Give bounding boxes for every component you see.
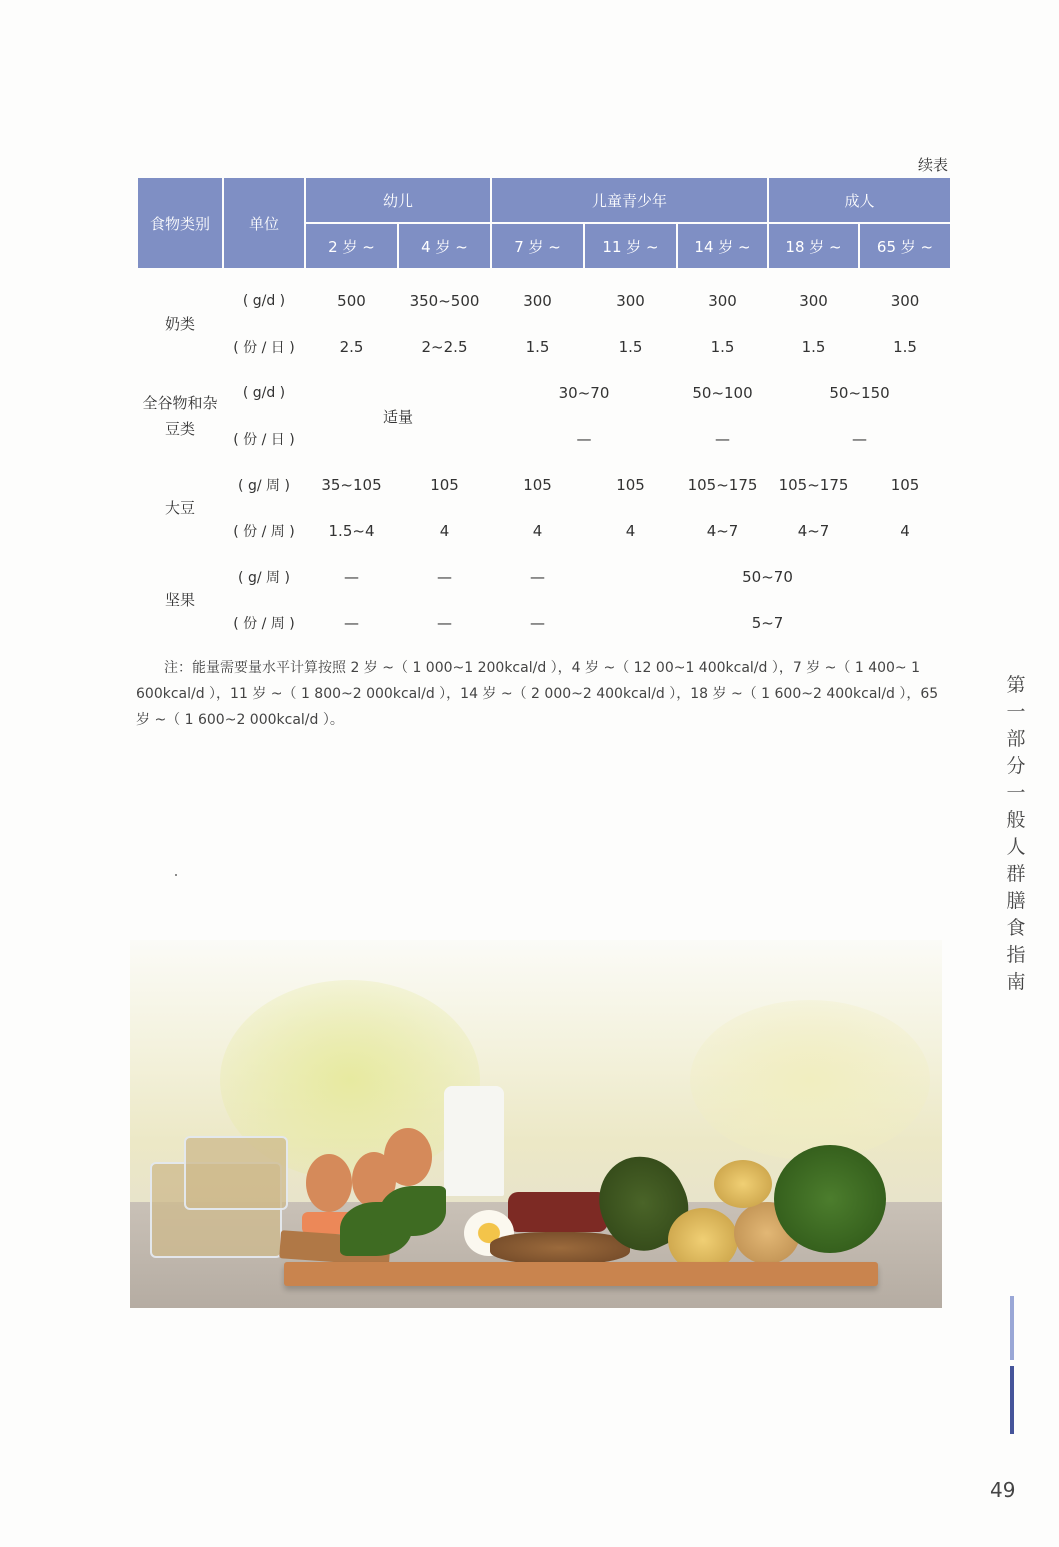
side-accent-bar [1010, 1366, 1014, 1434]
table-cell: 5~7 [751, 614, 784, 632]
side-accent-bar [1010, 1296, 1014, 1360]
table-cell: 4~7 [706, 522, 739, 540]
table-cell: 105~175 [778, 476, 849, 494]
table-cell: — [530, 568, 546, 586]
recommended-intake-table [136, 176, 952, 646]
table-row [137, 462, 951, 508]
table-cell: 1.5 [525, 338, 550, 356]
row-category-soy: 大豆 [164, 499, 195, 517]
unit-cell: ( g/ 周 ) [238, 570, 290, 586]
section-side-title: 第一部分 一般人群膳食指南 [1006, 674, 1026, 993]
table-cell: — [437, 614, 452, 632]
header-unit: 单位 [223, 177, 305, 269]
table-cell: 105 [430, 476, 459, 494]
nuts [490, 1232, 630, 1264]
table-cell: — [344, 568, 359, 586]
table-cell: 105 [523, 476, 552, 494]
food-photo [130, 940, 942, 1308]
table-cell: 4 [439, 522, 450, 540]
meat [508, 1192, 608, 1232]
table-row [137, 416, 951, 462]
table-cell: 4 [532, 522, 543, 540]
header-age: 14 岁 ~ [677, 223, 768, 269]
table-footnote: 注：能量需要量水平计算按照 2 岁 ~（ 1 000~1 200kcal/d ），4 岁 ~（ 12 00~1 400kcal/d ），7 岁 ~（ 1 400~ 1 600kcal/d ），11 岁 ~（ 1 800~2 000kcal/d ），14 岁 ~（ 2 000~2 400kcal/d ），18 岁 ~（ 1 600~2 400kcal/d ），65 岁 ~（ 1 600~2 000kcal/d ）。 [136, 660, 939, 728]
table-cell: 2.5 [339, 338, 364, 356]
unit-cell: ( g/ 周 ) [238, 478, 290, 494]
table-row [137, 600, 951, 646]
row-category-nuts: 坚果 [164, 591, 195, 609]
table-row [137, 554, 951, 600]
unit-cell: ( g/d ) [242, 385, 286, 401]
table-cell: 50~150 [829, 384, 890, 402]
header-category: 食物类别 [137, 177, 223, 269]
egg [306, 1154, 352, 1212]
table-cell: 105 [890, 476, 920, 494]
table-cell: 4~7 [797, 522, 830, 540]
table-cell: 4 [900, 522, 910, 540]
stray-dot [175, 874, 177, 876]
table-row [137, 370, 951, 416]
table-cell: 105 [616, 476, 645, 494]
table-cell: — [576, 430, 592, 448]
unit-cell: ( 份 / 日 ) [233, 432, 295, 448]
table-cell: — [530, 614, 546, 632]
table-cell: 1.5~4 [328, 522, 375, 540]
table-cell: 35~105 [321, 476, 382, 494]
broccoli [774, 1145, 886, 1253]
table-cell: 适量 [383, 407, 414, 426]
grain-jar [184, 1136, 288, 1210]
table-cell: 300 [799, 292, 828, 310]
table-cell: 1.5 [893, 338, 917, 356]
table-cell: 50~70 [742, 568, 793, 586]
continued-table-label: 续表 [917, 156, 948, 174]
header-age: 65 岁 ~ [859, 223, 951, 269]
table-cell: 300 [708, 292, 737, 310]
unit-cell: ( g/d ) [242, 293, 286, 309]
header-group-adult: 成人 [768, 177, 951, 223]
header-age: 11 岁 ~ [584, 223, 677, 269]
table-row [137, 508, 951, 554]
table-cell: 1.5 [801, 338, 826, 356]
table-cell: 500 [337, 292, 366, 310]
table-cell: 50~100 [692, 384, 753, 402]
table-cell: — [344, 614, 359, 632]
header-group-youth: 儿童青少年 [491, 177, 768, 223]
milk-bottle [444, 1086, 504, 1196]
page-number: 49 [990, 1478, 1016, 1502]
table-cell: — [715, 430, 731, 448]
table-cell: 1.5 [710, 338, 735, 356]
table-cell: 350~500 [409, 292, 480, 310]
table-cell: — [437, 568, 452, 586]
unit-cell: ( 份 / 周 ) [233, 616, 295, 632]
header-age: 7 岁 ~ [491, 223, 584, 269]
row-category-milk: 奶类 [164, 315, 195, 333]
header-age: 2 岁 ~ [305, 223, 398, 269]
table-cell: 105~175 [687, 476, 758, 494]
unit-cell: ( 份 / 周 ) [233, 524, 295, 540]
table-cell: 4 [625, 522, 636, 540]
header-age: 18 岁 ~ [768, 223, 859, 269]
header-group-toddler: 幼儿 [305, 177, 491, 223]
table-cell: 300 [616, 292, 645, 310]
table-cell: 1.5 [618, 338, 643, 356]
table-cell: 300 [523, 292, 552, 310]
row-category-grain: 全谷物和杂豆类 [142, 394, 218, 438]
egg [384, 1128, 432, 1186]
header-age: 4 岁 ~ [398, 223, 491, 269]
table-cell: — [852, 430, 868, 448]
unit-cell: ( 份 / 日 ) [233, 340, 295, 356]
table-cell: 2~2.5 [421, 338, 468, 356]
table-cell: 30~70 [558, 384, 610, 402]
cutting-board [284, 1262, 878, 1286]
table-cell: 300 [890, 292, 920, 310]
table-row [137, 278, 951, 324]
table-row [137, 324, 951, 370]
potato [714, 1160, 772, 1208]
spinach-leaf [380, 1186, 446, 1236]
